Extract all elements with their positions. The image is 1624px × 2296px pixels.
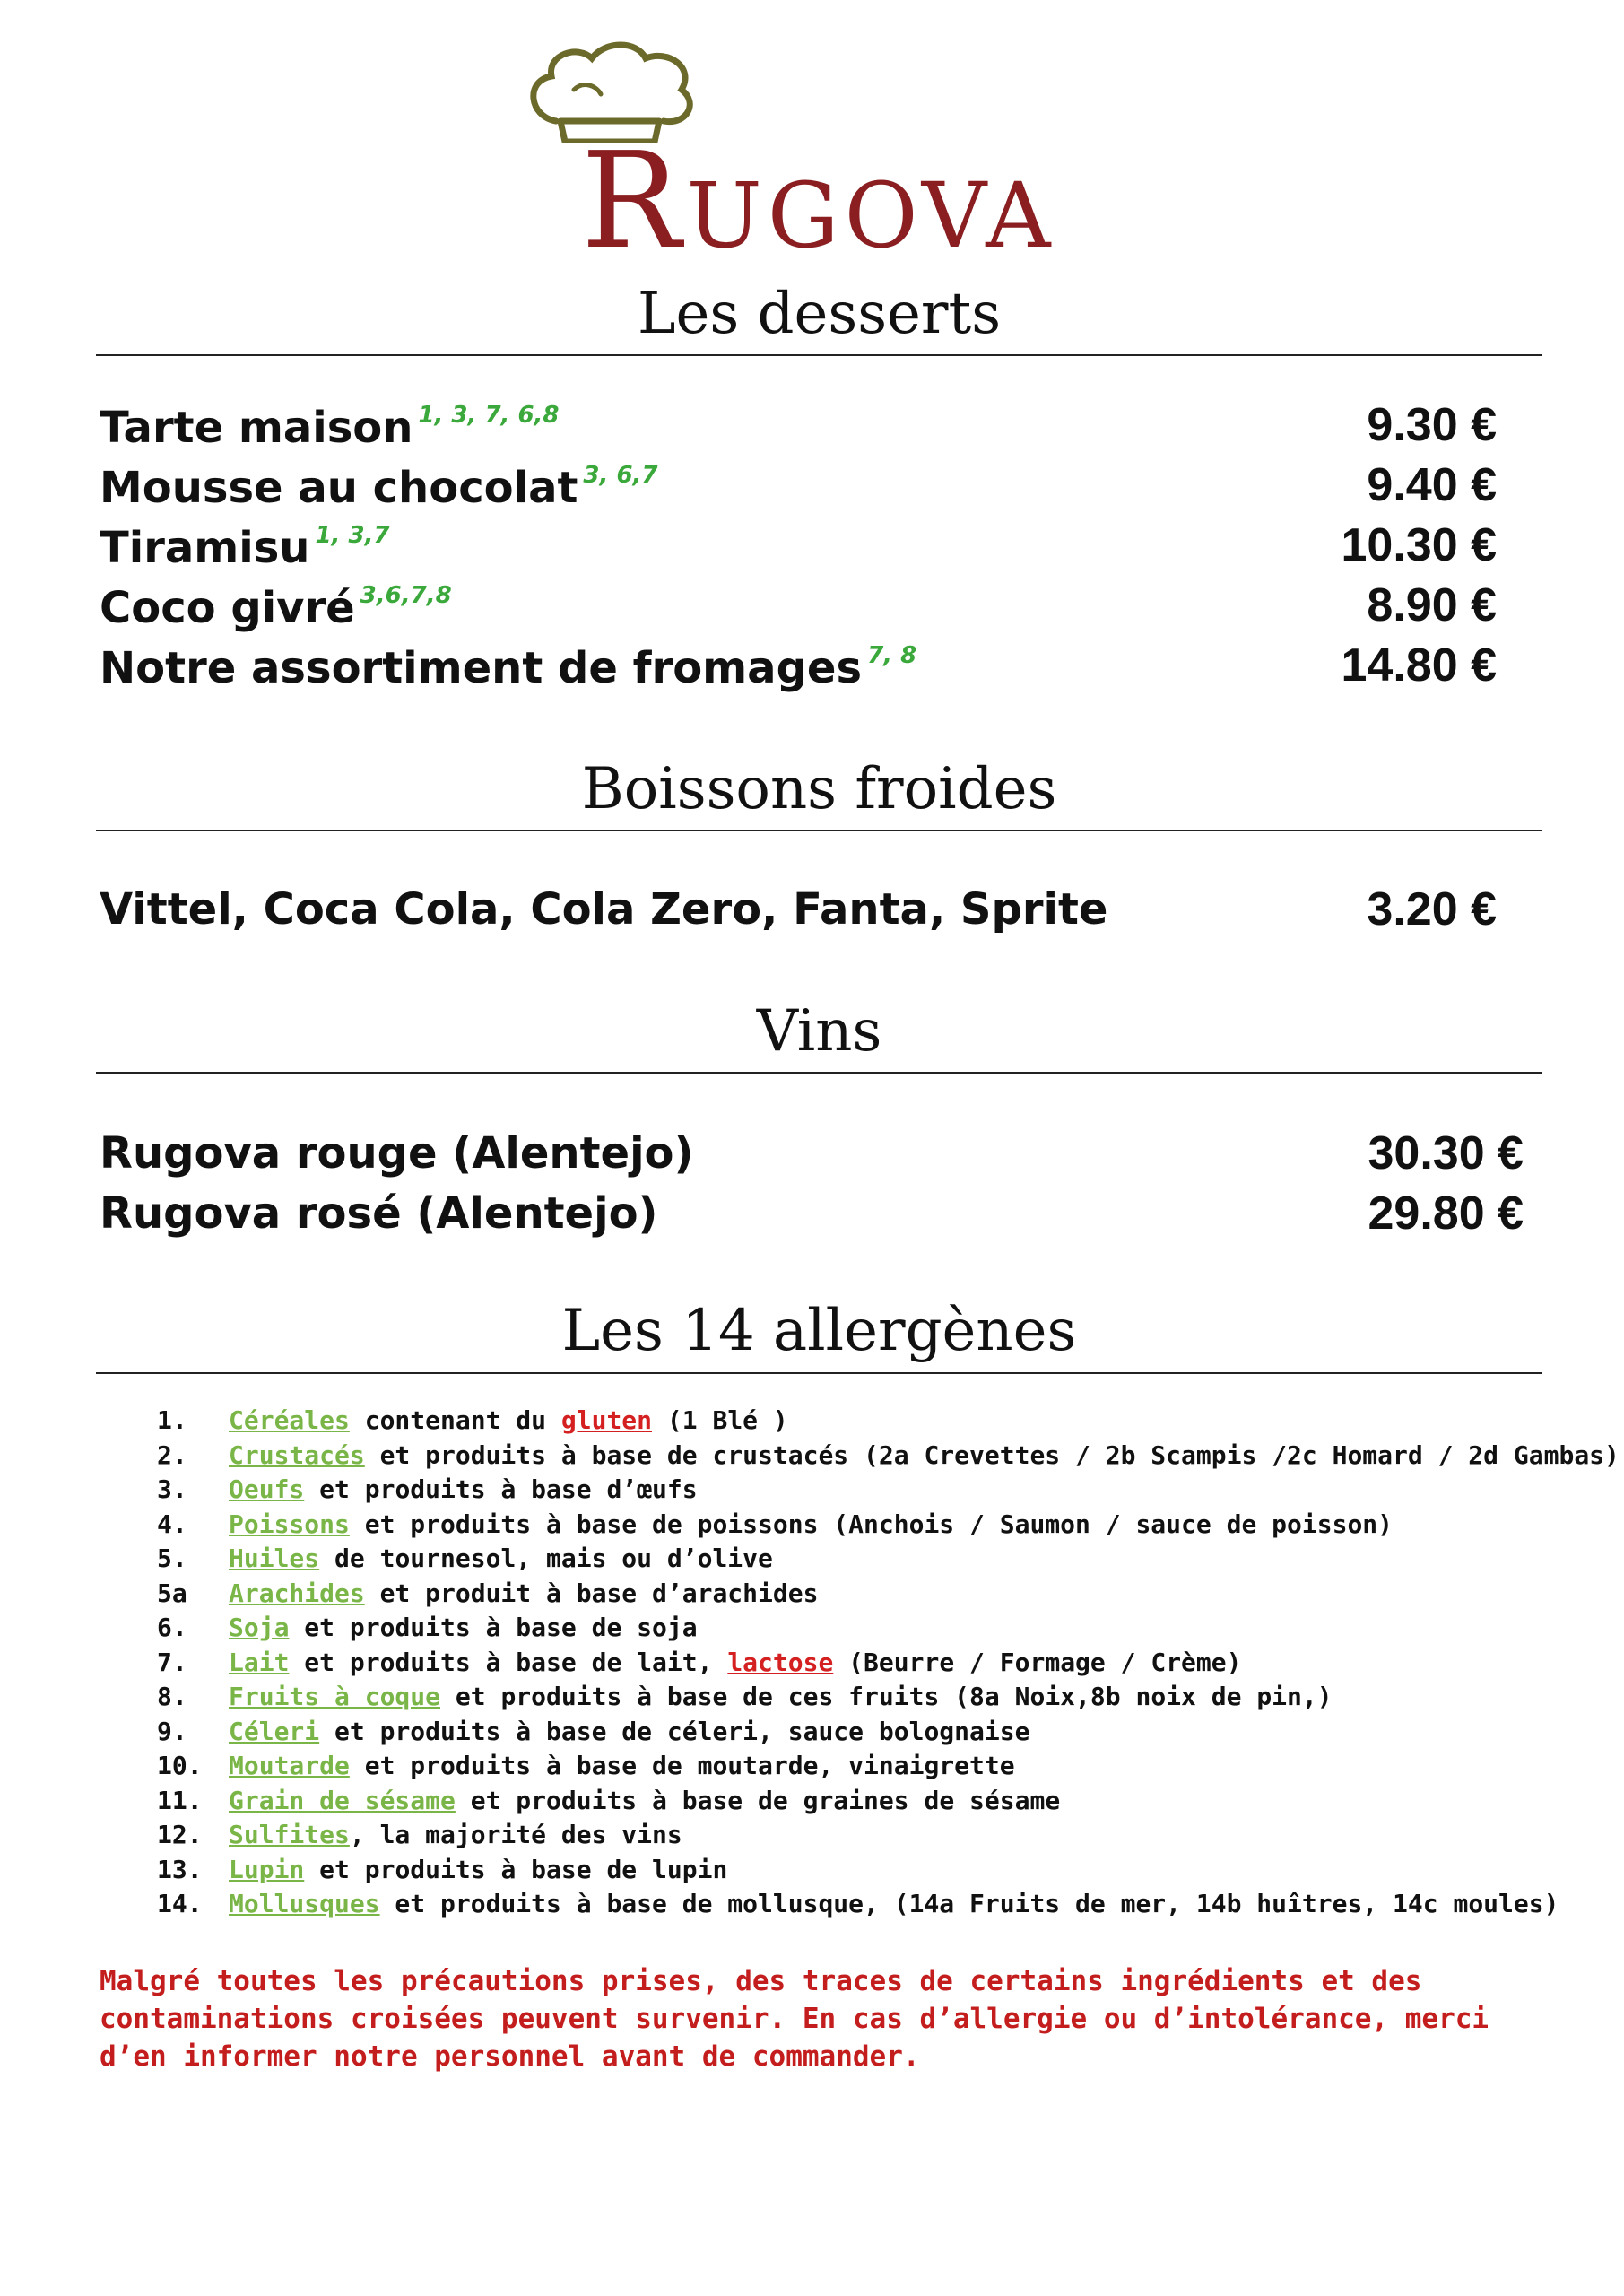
allergen-item: [157, 1474, 698, 1504]
item-name: Vittel, Coca Cola, Cola Zero, Fanta, Sprite: [100, 884, 1108, 935]
allergen-description: et produits à base de crustacés (2a Crevettes / 2b Scampis /2c Homard / 2d Gambas): [364, 1439, 1620, 1470]
allergen-item: [157, 1405, 788, 1435]
allergen-item: [157, 1647, 1242, 1677]
allergen-number: 11.: [157, 1785, 203, 1815]
allergen-number: 6.: [157, 1613, 187, 1642]
allergens-title: Les 14 allergènes: [561, 1298, 1077, 1364]
menu-item: [100, 462, 658, 513]
allergen-item: [157, 1822, 682, 1848]
allergen-refs: 1, 3,7: [315, 522, 390, 549]
allergen-refs: 3, 6,7: [583, 462, 658, 489]
allergen-category: Crustacés: [229, 1439, 365, 1470]
menu-item: [100, 1188, 658, 1239]
allergen-item: [157, 1854, 728, 1884]
item-price: 29.80 €: [1368, 1187, 1524, 1239]
item-name: Rugova rouge (Alentejo): [100, 1128, 694, 1178]
allergen-highlight: lactose: [727, 1647, 834, 1677]
allergen-refs: 7, 8: [867, 642, 917, 669]
restaurant-name: RUGOVA: [581, 124, 1056, 278]
allergen-number: 3.: [157, 1474, 187, 1504]
allergen-description: et produit à base d’arachides: [364, 1578, 819, 1608]
allergen-description-extra: (Beurre / Formage / Crème): [833, 1647, 1242, 1677]
item-name: Rugova rosé (Alentejo): [100, 1188, 658, 1239]
allergen-number: 1.: [157, 1405, 187, 1435]
allergen-refs: 3,6,7,8: [360, 582, 452, 609]
allergen-category: Oeufs: [229, 1474, 305, 1504]
allergen-number: 9.: [157, 1716, 187, 1746]
allergen-item: [157, 1785, 1061, 1815]
wines-title: Vins: [756, 998, 882, 1065]
allergen-description: et produits à base de soja: [289, 1613, 698, 1642]
allergen-item: [157, 1615, 698, 1640]
allergen-number: 10.: [157, 1751, 203, 1780]
allergen-number: 14.: [157, 1889, 203, 1918]
allergen-category: Lupin: [229, 1854, 305, 1884]
allergen-description: et produits à base de graines de sésame: [455, 1785, 1061, 1815]
allergen-description: et produits à base de ces fruits (8a Noix,8b noix de pin,): [440, 1682, 1333, 1711]
allergy-warning: Malgré toutes les précautions prises, des traces de certains ingrédients et des contaminations croisées peuvent survenir. En cas d’allergie ou d’intolérance, merci d’en informer notre personnel avant de commander.: [100, 1965, 1489, 2073]
allergen-number: 7.: [157, 1647, 187, 1677]
allergen-category: Fruits à coque: [229, 1682, 441, 1711]
menu-item: [100, 582, 452, 633]
cold-drinks-divider: [96, 830, 1542, 831]
allergen-description: et produits à base de moutarde, vinaigrette: [349, 1751, 1015, 1780]
wines-divider: [96, 1072, 1542, 1074]
allergen-description: et produits à base de lupin: [304, 1854, 728, 1884]
menu-item: [100, 1128, 694, 1178]
allergen-category: Céleri: [229, 1716, 320, 1746]
item-price: 9.40 €: [1367, 459, 1497, 511]
item-name: Coco givré: [100, 583, 355, 633]
allergens-divider: [96, 1372, 1542, 1374]
item-name: Tarte maison: [100, 403, 413, 453]
allergen-description: contenant du: [349, 1405, 561, 1435]
allergen-description: et produits à base de poissons (Anchois / Saumon / sauce de poisson): [349, 1509, 1394, 1539]
menu-item: [100, 402, 560, 453]
allergen-category: Poissons: [229, 1509, 350, 1539]
allergen-number: 4.: [157, 1509, 187, 1539]
allergen-number: 13.: [157, 1854, 203, 1884]
allergen-number: 5.: [157, 1544, 187, 1573]
menu-item: [100, 884, 1108, 935]
allergen-category: Céréales: [229, 1405, 350, 1435]
allergen-item: [157, 1439, 1620, 1470]
allergen-number: 8.: [157, 1682, 187, 1711]
allergen-number: 5a: [157, 1578, 187, 1608]
allergen-refs: 1, 3, 7, 6,8: [418, 402, 560, 429]
item-price: 3.20 €: [1367, 883, 1497, 935]
allergen-category: Arachides: [229, 1578, 365, 1608]
allergen-category: Moutarde: [229, 1751, 350, 1780]
allergen-highlight: gluten: [560, 1405, 653, 1435]
allergen-category: Huiles: [229, 1544, 320, 1573]
allergen-description: et produits à base de mollusque, (14a Fruits de mer, 14b huîtres, 14c moules): [379, 1889, 1559, 1918]
allergen-category: Mollusques: [229, 1889, 380, 1918]
item-name: Tiramisu: [100, 523, 310, 573]
allergen-item: [157, 1716, 1030, 1746]
item-price: 9.30 €: [1367, 399, 1497, 451]
item-price: 30.30 €: [1368, 1127, 1524, 1179]
allergen-category: Soja: [229, 1613, 290, 1642]
allergen-item: [157, 1509, 1394, 1539]
allergen-item: [157, 1684, 1333, 1709]
allergen-description: , la majorité des vins: [349, 1820, 682, 1849]
item-name: Notre assortiment de fromages: [100, 643, 863, 693]
allergen-description-extra: (1 Blé ): [652, 1405, 788, 1435]
allergen-number: 2.: [157, 1439, 187, 1470]
menu-item: [100, 522, 390, 573]
cold-drinks-title: Boissons froides: [581, 756, 1057, 822]
allergen-description: et produits à base de céleri, sauce bolognaise: [319, 1716, 1030, 1746]
menu-item: [100, 642, 917, 693]
item-name: Mousse au chocolat: [100, 463, 578, 513]
item-price: 14.80 €: [1341, 639, 1497, 691]
restaurant-logo: [520, 36, 1148, 278]
allergen-category: Sulfites: [229, 1820, 350, 1849]
allergen-category: Lait: [229, 1647, 290, 1677]
item-price: 8.90 €: [1367, 579, 1497, 631]
allergen-item: [157, 1578, 819, 1608]
allergen-description: et produits à base de lait,: [289, 1647, 728, 1677]
desserts-title: Les desserts: [637, 281, 1002, 347]
allergen-item: [157, 1546, 773, 1571]
allergen-number: 12.: [157, 1820, 203, 1849]
desserts-divider: [96, 354, 1542, 356]
allergen-description: de tournesol, mais ou d’olive: [319, 1544, 773, 1573]
allergen-description: et produits à base d’œufs: [304, 1474, 698, 1504]
allergen-item: [157, 1753, 1015, 1779]
allergen-category: Grain de sésame: [229, 1785, 456, 1815]
item-price: 10.30 €: [1341, 519, 1497, 571]
allergen-item: [157, 1889, 1559, 1918]
